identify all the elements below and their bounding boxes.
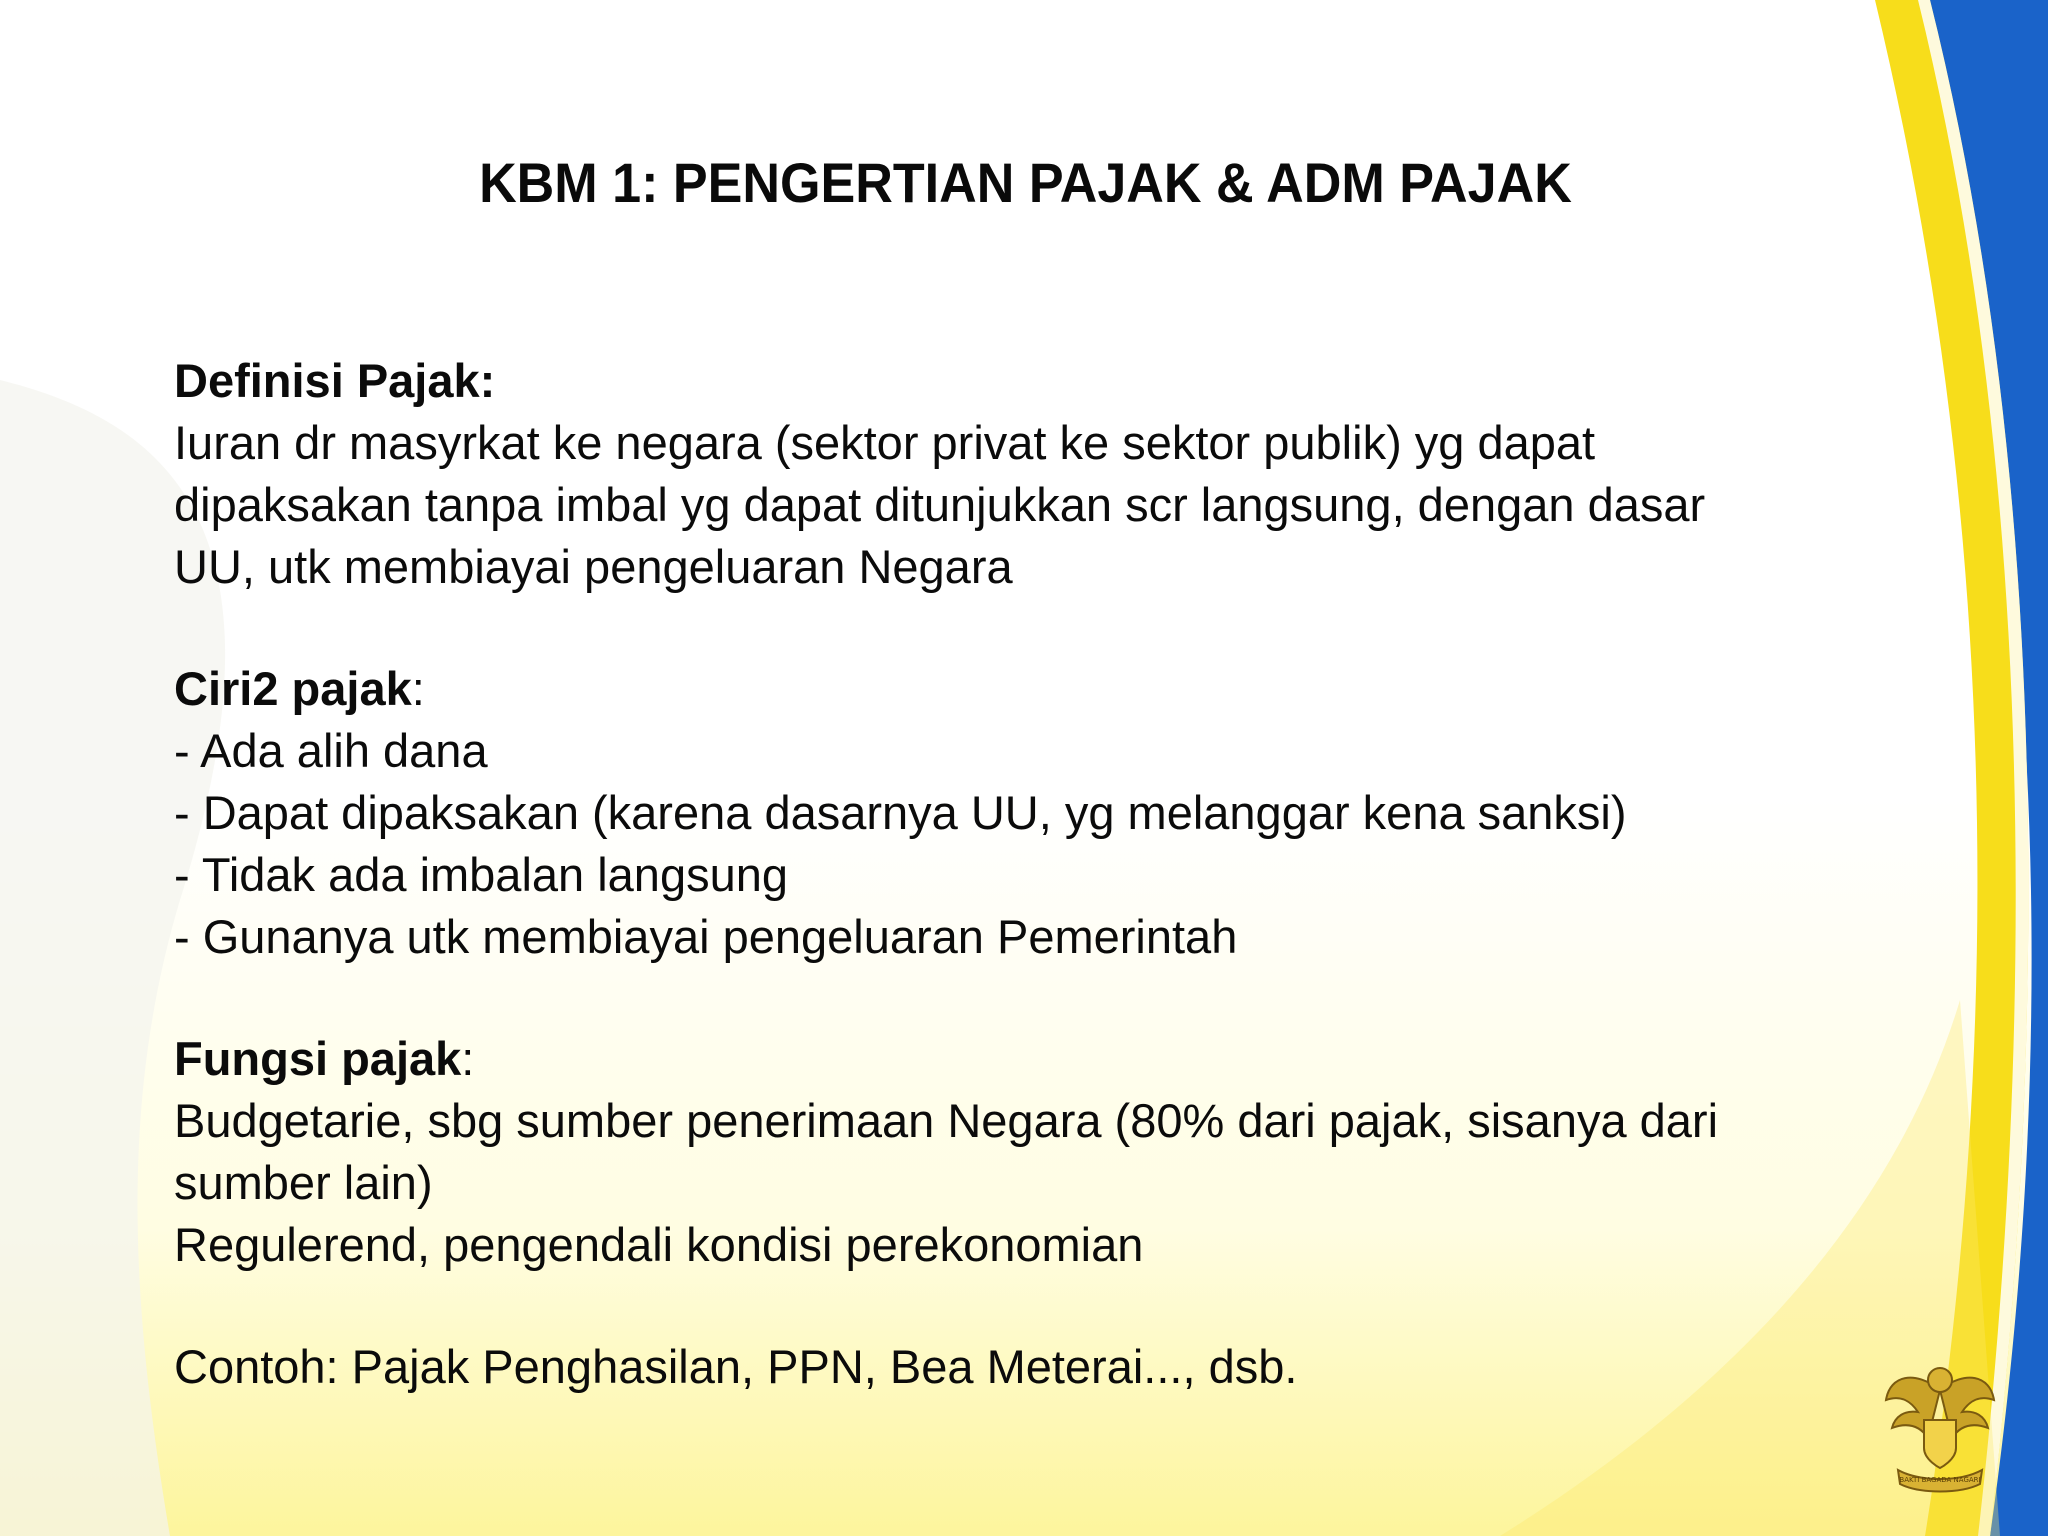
- fungsi-heading: [174, 1028, 1874, 1090]
- ciri-item: - Ada alih dana: [174, 724, 488, 777]
- emblem-ribbon-text: BAKTI BAGADA NAGARI: [1899, 1476, 1981, 1484]
- ciri-heading-label: Ciri2 pajak: [174, 662, 412, 715]
- fungsi-heading-colon: :: [461, 1032, 475, 1085]
- definisi-line: UU, utk membiayai pengeluaran Negara: [174, 540, 1013, 593]
- kemenkeu-emblem-icon: [1880, 1350, 2000, 1500]
- definisi-heading: Definisi Pajak:: [174, 354, 496, 407]
- slide-title: KBM 1: PENGERTIAN PAJAK & ADM PAJAK: [479, 151, 1572, 214]
- contoh-line: Contoh: Pajak Penghasilan, PPN, Bea Meterai..., dsb.: [174, 1340, 1298, 1393]
- slide-body: [174, 350, 1874, 1398]
- ciri-item: - Gunanya utk membiayai pengeluaran Pemerintah: [174, 910, 1238, 963]
- fungsi-line: sumber lain): [174, 1156, 433, 1209]
- ciri-item: - Tidak ada imbalan langsung: [174, 848, 789, 901]
- ciri-item: - Dapat dipaksakan (karena dasarnya UU, yg melanggar kena sanksi): [174, 786, 1627, 839]
- definisi-line: Iuran dr masyrkat ke negara (sektor privat ke sektor publik) yg dapat: [174, 416, 1596, 469]
- definisi-line: dipaksakan tanpa imbal yg dapat ditunjukkan scr langsung, dengan dasar: [174, 478, 1706, 531]
- fungsi-heading-label: Fungsi pajak: [174, 1032, 462, 1085]
- fungsi-line: Regulerend, pengendali kondisi perekonomian: [174, 1218, 1144, 1271]
- ciri-heading: [174, 658, 1874, 720]
- ciri-heading-colon: :: [411, 662, 425, 715]
- fungsi-line: Budgetarie, sbg sumber penerimaan Negara (80% dari pajak, sisanya dari: [174, 1094, 1719, 1147]
